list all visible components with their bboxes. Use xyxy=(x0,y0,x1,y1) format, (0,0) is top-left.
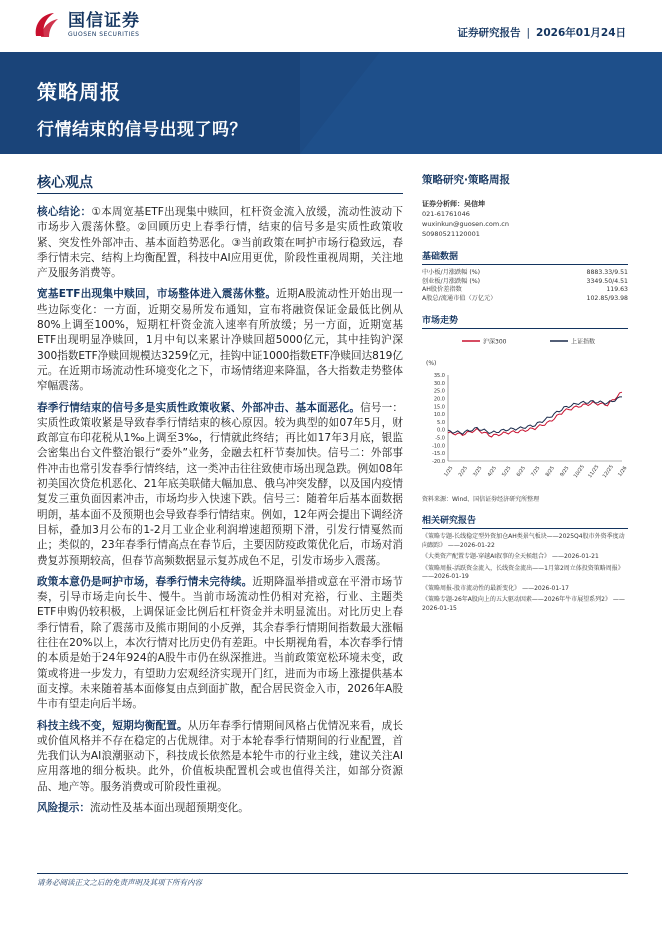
related-report-link[interactable]: 《大类资产配置专题-穿越AI叙事的全天候组合》 ——2026-01-21 xyxy=(422,553,599,561)
y-tick-label: 0.0 xyxy=(437,428,445,435)
y-tick-label: 15.0 xyxy=(433,404,445,411)
section-divider xyxy=(37,193,403,194)
x-tick-label: 5/25 xyxy=(501,465,513,479)
y-tick-label: -10.0 xyxy=(432,443,445,450)
main-content xyxy=(37,172,403,822)
series-line-1 xyxy=(448,397,622,434)
report-date: 2026年01月24日 xyxy=(536,27,626,39)
paragraph-etf-redemption xyxy=(37,287,403,394)
y-tick-label: -15.0 xyxy=(432,451,445,458)
related-report-link[interactable]: 《策略周报-股市流动性的最新变化》 ——2026-01-17 xyxy=(422,584,569,592)
related-research-title: 相关研究报告 xyxy=(422,513,628,529)
x-tick-label: 11/25 xyxy=(587,464,601,480)
y-tick-label: -20.0 xyxy=(432,459,445,466)
y-axis-label: (%) xyxy=(426,360,437,368)
paragraph-lead: 宽基ETF出现集中赎回，市场整体进入震荡休整。 xyxy=(37,288,277,301)
x-tick-label: 1/26 xyxy=(617,465,628,479)
logo-en-text: GUOSEN SECURITIES xyxy=(68,31,140,38)
footer-disclaimer: 请务必阅读正文之后的免责声明及其项下所有内容 xyxy=(37,878,202,887)
y-tick-label: 10.0 xyxy=(433,412,445,419)
report-type: 证券研究报告 xyxy=(457,27,521,39)
basic-data-label: 中小板/月涨跌幅 (%) xyxy=(422,269,481,276)
analyst-info xyxy=(422,199,628,239)
y-tick-label: 30.0 xyxy=(433,381,445,388)
basic-data-value: 8883.33/9.51 xyxy=(586,269,628,276)
basic-data-row xyxy=(422,269,628,278)
x-tick-label: 4/25 xyxy=(486,465,498,479)
paragraph-policy-intent xyxy=(37,575,403,713)
related-research-list xyxy=(422,533,628,613)
analyst-email[interactable]: wuxinkun@guosen.com.cn xyxy=(422,220,509,228)
paragraph-core-conclusion xyxy=(37,205,403,281)
basic-data-label: A股总/流通市值（万亿元） xyxy=(422,294,497,302)
paragraph-body: 流动性及基本面出现超预期变化。 xyxy=(89,801,249,814)
basic-data-label: AH股价差指数 xyxy=(422,286,462,294)
x-tick-label: 7/25 xyxy=(530,465,542,479)
paragraph-risk xyxy=(37,801,403,816)
paragraph-tech-mainline xyxy=(37,719,403,795)
legend-label: 上证指数 xyxy=(571,338,596,346)
x-tick-label: 8/25 xyxy=(544,465,556,479)
legend-label: 沪深300 xyxy=(483,338,507,346)
chart-source: 资料来源：Wind、国信证券经济研究所整理 xyxy=(422,496,540,504)
x-tick-label: 1/25 xyxy=(443,465,455,479)
basic-data-value: 119.63 xyxy=(606,286,628,294)
analyst-phone: 021-61761046 xyxy=(422,210,470,218)
report-meta: 证券研究报告 | 2026年01月24日 xyxy=(457,27,626,39)
paragraph-lead: 春季行情结束的信号多是实质性政策收紧、外部冲击、基本面恶化。 xyxy=(37,401,361,414)
y-tick-label: 20.0 xyxy=(433,396,445,403)
y-tick-label: 5.0 xyxy=(437,420,445,427)
y-tick-label: 35.0 xyxy=(433,373,445,380)
basic-data-title: 基础数据 xyxy=(422,249,628,265)
paragraph-body: 近期A股流动性开始出现一些边际变化：一方面，近期交易所发布通知，宣布将融资保证金最低比例从80%上调至100%，短期杠杆资金流入速率有所放缓；另一方面，近期宽基ETF出现明显净赎回，1月中旬以来累计净赎回超5000亿元，其中挂钩沪深300指数ETF净赎回规模达3259亿元，挂钩中证1000指数ETF净赎回达819亿元。在近期市场流动性环境变化之下，市场情绪迎来降温，各大指数走势整体窄幅震荡。 xyxy=(37,288,403,393)
sidebar-title: 策略研究·策略周报 xyxy=(422,174,510,186)
basic-data-value: 3349.50/4.51 xyxy=(586,277,628,285)
x-tick-label: 12/25 xyxy=(601,464,615,480)
report-title: 策略周报 xyxy=(37,80,121,104)
market-trend-chart xyxy=(422,333,628,493)
x-tick-label: 6/25 xyxy=(515,465,527,479)
paragraph-body: 近期降温举措或意在平滑市场节奏，引导市场走向长牛、慢牛。当前市场流动性仍相对充裕，行业、主题类ETF申购仍较积极，上调保证金比例后杠杆资金并未明显流出。对比历史上春季行情看，除了震荡市及熊市期间的小反弹，其余春季行情期间指数最大涨幅往往在20%以上，本次行情对比历史仍有差距。中长期视角看，本次春季行情的本质是始于24年924的A股牛市仍在纵深推进。当前政策宽松环境未变，政策或将进一步发力，有望助力宏观经济实现开门红，进而为市场上涨提供基本面支撑。未来随着基本面修复由点到面扩散，配合居民资金入市，2026年A股牛市有望走向后半场。 xyxy=(37,575,404,711)
basic-data-row xyxy=(422,278,628,287)
y-tick-label: 25.0 xyxy=(433,389,445,396)
logo-cn-text: 国信证券 xyxy=(68,11,140,31)
market-trend-title: 市场走势 xyxy=(422,313,628,329)
x-tick-label: 9/25 xyxy=(559,465,571,479)
paragraph-lead: 风险提示： xyxy=(37,801,90,814)
paragraph-lead: 政策本意仍是呵护市场，春季行情未完待续。 xyxy=(37,575,253,588)
logo-mark-icon xyxy=(32,10,60,40)
x-tick-label: 3/25 xyxy=(472,465,484,479)
paragraph-spring-signals xyxy=(37,401,403,569)
basic-data-row xyxy=(422,295,628,304)
paragraph-lead: 核心结论： xyxy=(37,206,92,218)
paragraph-body: 从历年春季行情期间风格占优情况来看，成长或价值风格并不存在稳定的占优规律。对于本轮春季行情期间的行业配置，首先我们认为AI浪潮驱动下，科技成长依然是本轮牛市的行业主线，建议关注AI应用落地的细分板块。此外，价值板块配置机会或也值得关注，如部分资源品、地产等。服务消费或可阶段性重视。 xyxy=(37,719,404,793)
sidebar xyxy=(422,172,628,616)
paragraph-body: ①本周宽基ETF出现集中赎回，杠杆资金流入放缓，流动性波动下市场步入震荡休整。②回顾历史上春季行情，结束的信号多是实质性政策收紧、突发性外部冲击、基本面趋势恶化。③当前政策在呵护市场行稳致远，春季行情未完、结构上均衡配置，科技中AI应用更优，阶段性重视周期，关注地产及服务消费等。 xyxy=(37,206,403,280)
paragraph-lead: 科技主线不变，短期均衡配置。 xyxy=(37,719,188,732)
analyst-label: 证券分析师： xyxy=(422,200,464,208)
series-line-0 xyxy=(448,393,622,438)
y-tick-label: -5.0 xyxy=(435,435,445,442)
report-subtitle: 行情结束的信号出现了吗？ xyxy=(37,120,247,140)
related-report-link[interactable]: 《策略专题-26年A股向上的五大驱动因素——2026年牛市展望系列2》 ——2026-01-15 xyxy=(422,596,625,612)
basic-data-label: 创业板/月涨跌幅 (%) xyxy=(422,277,481,285)
paragraph-body: 信号一：实质性政策收紧是导致春季行情结束的核心原因。较为典型的如07年5月，财政部宣布印花税从1‰上调至3‰，行情就此终结；再比如17年3月底，银监会密集出台文件整治银行“委外”业务，金融去杠杆节奏加快。信号二：外部事件冲击也常引发春季行情终结，这一类冲击往往致使市场出现急跌。例如08年初美国次贷危机恶化、21年底美联储大幅加息、俄乌冲突发酵，以及国内疫情复发三重负面因素冲击，市场均步入快速下跌。信号三：随着年后基本面数据明朗，基本面不及预期也会导致春季行情结束。例如，12年两会提出下调经济目标，叠加3月公布的1-2月工业企业利润增速超预期下滑，引发行情戛然而止；类似的，23年春季行情高点在春节后，主要因防疫政策优化后，市场对消费复苏预期较高，但春节高频数据显示复苏成色不足，引发市场步入震荡。 xyxy=(37,401,403,567)
footer-divider xyxy=(37,873,628,874)
section-title: 核心观点 xyxy=(37,175,93,191)
related-report-link[interactable]: 《策略专题-长线稳定型外资加仓AH类景气板块——2025Q4股市外资季度动向跟踪》 ——2026-01-22 xyxy=(422,533,625,549)
x-tick-label: 10/25 xyxy=(572,464,586,480)
x-tick-label: 2/25 xyxy=(457,465,469,479)
related-report-link[interactable]: 《策略周报-活跃资金流入，长线资金流出——1月第2周立体投资策略周报》 ——2026-01-19 xyxy=(422,564,624,581)
analyst-license: S0980521120001 xyxy=(422,230,480,238)
title-banner xyxy=(0,52,662,154)
basic-data-row xyxy=(422,286,628,295)
chart-svg xyxy=(422,333,628,493)
basic-data-value: 102.85/93.98 xyxy=(586,294,628,302)
analyst-name: 吴信坤 xyxy=(464,200,485,208)
company-logo xyxy=(32,10,140,40)
basic-data-table xyxy=(422,269,628,303)
